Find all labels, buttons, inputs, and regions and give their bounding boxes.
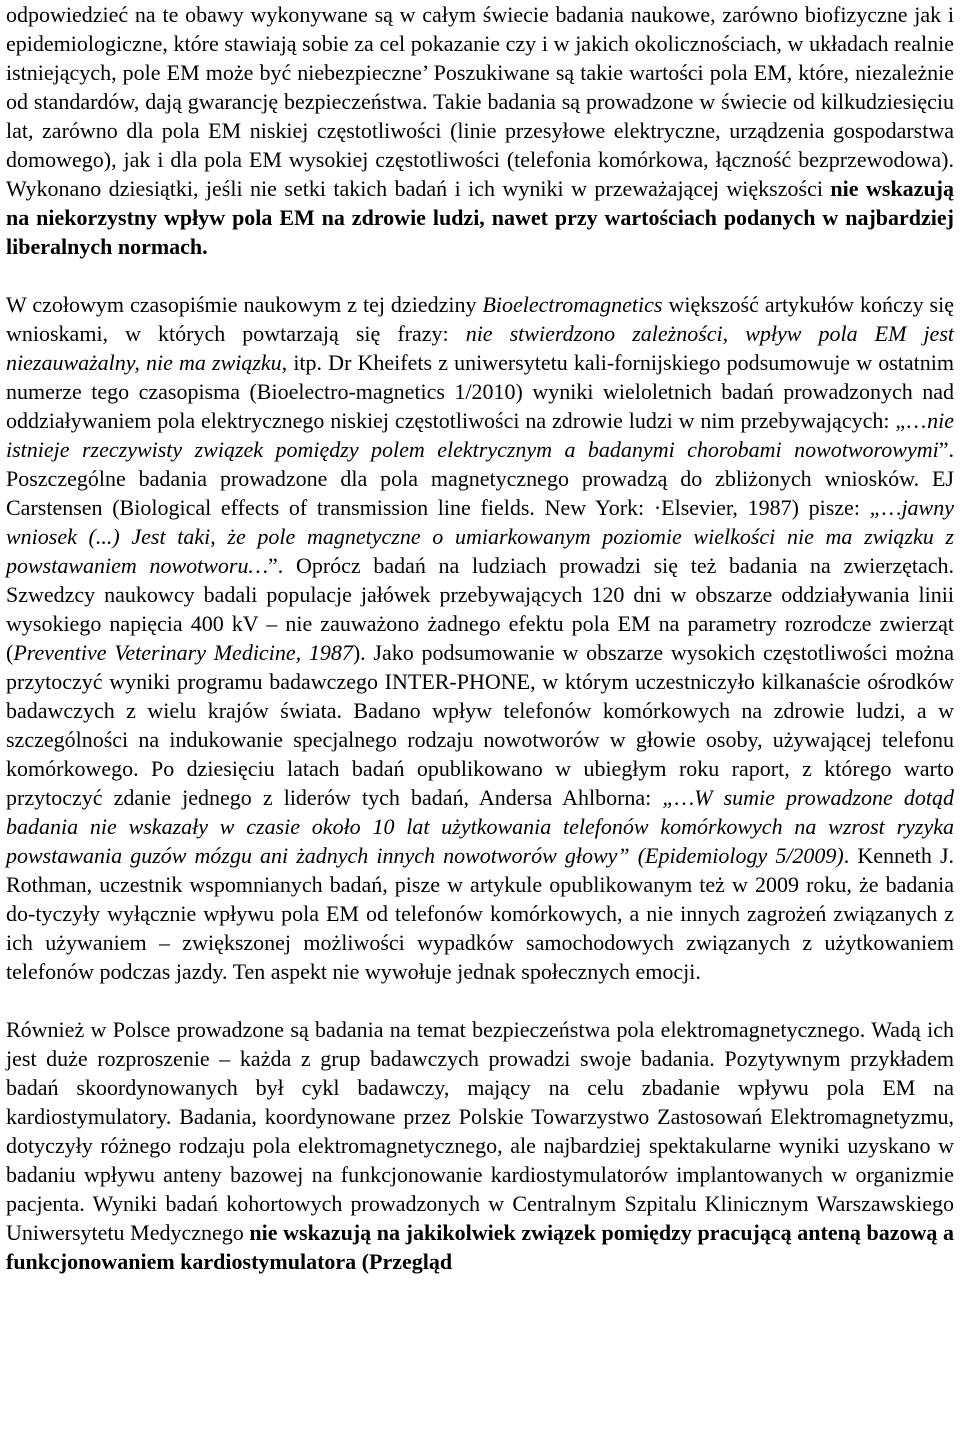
paragraph-bioelectromagnetics-findings [6,290,954,986]
text-segment: ”. Poszczególne badania prowadzone dla pola magnetycznego prowadzą do zbliżonych wniosków. EJ Carstensen (Biological effects of transmission line fields. New York: ·Elsevier, 1987) pisze: [6,437,954,520]
text-segment: ”. Oprócz badań na ludziach prowadzi się też badania na zwierzętach. Szwedzcy naukowcy badali populacje jałówek przebywających 120 dni w obszarze oddziaływania linii wysokiego napięcia 400 kV – nie zauważono żadnego efektu pola EM na parametry rozrodcze zwierząt ( [6,553,955,665]
italic-text-segment: „…jawny wniosek (...) Jest taki, że pole magnetyczne o umiarkowanym poziomie wielkości nie ma związku z powstawaniem nowotworu… [6,495,954,578]
text-segment: itp. Dr Kheifets z uniwersytetu kali-fornijskiego podsumowuje w ostatnim numerze tego czasopisma (Bioelectro-magnetics 1/2010) wyniki wieloletnich badań prowadzonych nad oddziaływaniem pola elektrycznego niskiej częstotliwości na zdrowie ludzi w nim przebywających: „… [6,350,955,433]
text-segment: ). Jako podsumowanie w obszarze wysokich częstotliwości można przytoczyć wyniki programu badawczego INTER-PHONE, w którym uczestniczyło kilkanaście ośrodków badawczych z wielu krajów świata. Badano wpływ telefonów komórkowych na zdrowie ludzi, a w szczególności na indukowanie specjalnego rodzaju nowotworów w głowie osoby, używającej telefonu komórkowego. Po dziesięciu latach badań opublikowano w ubiegłym roku raport, z którego warto przytoczyć zdanie jednego z liderów tych badań, Andersa Ahlborna: [6,640,954,810]
italic-text-segment: nie stwierdzono zależności, wpływ pola EM jest niezauważalny, nie ma związku, [6,321,954,375]
text-segment: . Kenneth J. Rothman, uczestnik wspomnianych badań, pisze w artykule opublikowanym też w 2009 roku, że badania do-tyczyły wyłącznie wpływu pola EM od telefonów komórkowych, a nie innych zagrożeń związanych z ich używaniem – zwiększonej możliwości wypadków samochodowych związanych z użytkowaniem telefonów podczas jazdy. Ten aspekt nie wywołuje jednak społecznych emocji. [6,843,955,984]
text-segment: W czołowym czasopiśmie naukowym z tej dziedziny [6,292,483,317]
italic-text-segment: Bioelectromagnetics [482,292,663,317]
paragraph-poland-research [6,1015,954,1276]
text-segment: Również w Polsce prowadzone są badania na temat bezpieczeństwa pola elektromagnetycznego. Wadą ich jest duże rozproszenie – każda z grup badawczych prowadzi swoje badania. Pozytywnym przykładem badań skoordynowanych był cykl badawczy, mający na celu zbadanie wpływu pola EM na kardiostymulatory. Badania, koordynowane przez Polskie Towarzystwo Zastosowań Elektromagnetyzmu, dotyczyły różnego rodzaju pola elektromagnetycznego, ale najbardziej spektakularne wyniki uzyskano w badaniu wpływu anteny bazowej na funkcjonowanie kardiostymulatorów implantowanych w organizmie pacjenta. Wyniki badań kohortowych prowadzonych w Centralnym Szpitalu Klinicznym Warszawskiego Uniwersytetu Medycznego [6,1017,954,1245]
italic-text-segment: nie istnieje rzeczywisty związek pomiędzy polem elektrycznym a badanymi chorobami nowotworowymi [6,408,954,462]
paragraph-em-safety-research [6,0,954,261]
text-segment: odpowiedzieć na te obawy wykonywane są w całym świecie badania naukowe, zarówno biofizyczne jak i epidemiologiczne, które stawiają sobie za cel pokazanie czy i w jakich okolicznościach, w układach realnie istniejących, pole EM może być niebezpieczne’ Poszukiwane są takie wartości pola EM, które, niezależnie od standardów, dają gwarancję bezpieczeństwa. Takie badania są prowadzone w świecie od kilkudziesięciu lat, zarówno dla pola EM niskiej częstotliwości (linie przesyłowe elektryczne, urządzenia gospodarstwa domowego), jak i dla pola EM wysokiej częstotliwości (telefonia komórkowa, łączność bezprzewodowa). Wykonano dziesiątki, jeśli nie setki takich badań i ich wyniki w przeważającej większości [6,2,954,201]
bold-text-segment: nie wskazują na jakikolwiek związek pomiędzy pracującą anteną bazową a funkcjonowaniem kardiostymulatora (Przegląd [6,1220,954,1274]
italic-text-segment: „…W sumie prowadzone dotąd badania nie wskazały w czasie około 10 lat użytkowania telefonów komórkowych na wzrost ryzyka powstawania guzów mózgu ani żadnych innych nowotworów głowy” (Epidemiology 5/2009) [6,785,954,868]
text-segment: większość artykułów kończy się wnioskami, w których powtarzają się frazy: [6,292,954,346]
italic-text-segment: Preventive Veterinary Medicine, 1987 [13,640,353,665]
bold-text-segment: nie wskazują na niekorzystny wpływ pola EM na zdrowie ludzi, nawet przy wartościach podanych w najbardziej liberalnych normach. [6,176,955,259]
